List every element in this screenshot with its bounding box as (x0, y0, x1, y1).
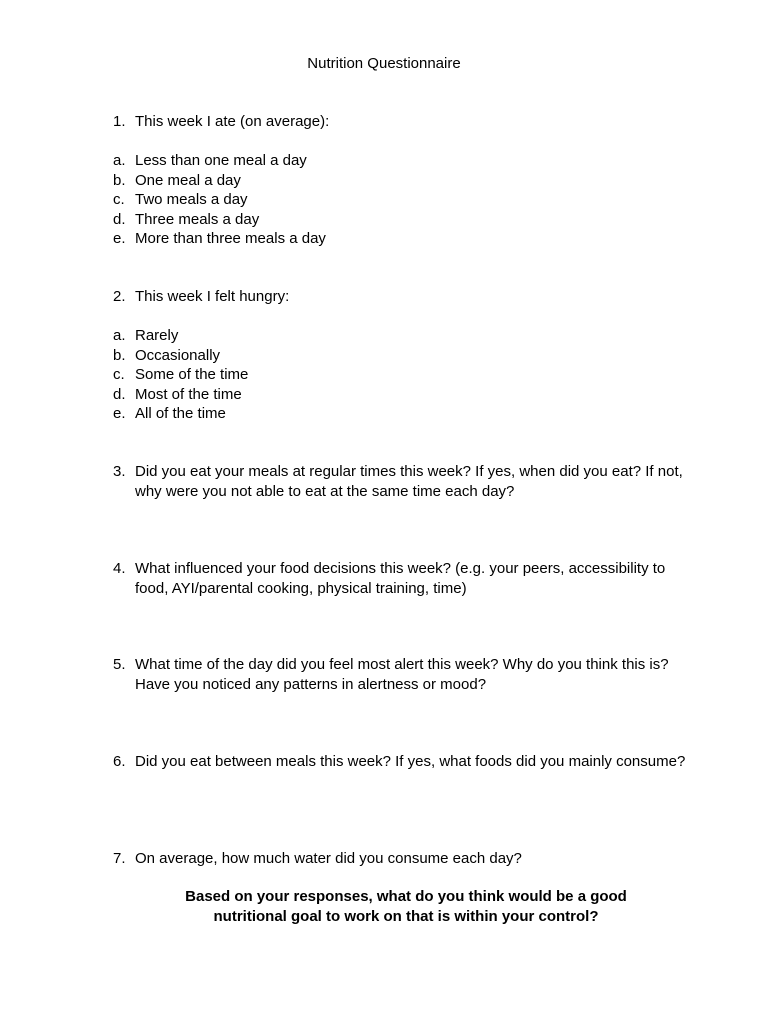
option-item (113, 404, 693, 424)
option-item (113, 210, 693, 230)
question-number: 3. (113, 463, 126, 480)
question-2-options (113, 326, 693, 424)
option-letter: e. (113, 405, 126, 422)
option-item (113, 229, 693, 249)
question-number: 4. (113, 560, 126, 577)
option-text: Less than one meal a day (135, 152, 307, 169)
question-7 (113, 849, 693, 869)
question-text: On average, how much water did you consume each day? (135, 850, 522, 867)
question-number: 2. (113, 288, 126, 305)
closing-prompt: Based on your responses, what do you think would be a good nutritional goal to work on that is within your control? (185, 888, 627, 925)
question-text: This week I felt hungry: (135, 288, 290, 305)
option-letter: c. (113, 366, 125, 383)
option-text: Occasionally (135, 346, 221, 364)
question-text: This week I ate (on average): (135, 113, 330, 130)
option-item (113, 346, 693, 366)
option-item (113, 326, 693, 346)
question-4 (113, 559, 693, 598)
option-letter: b. (113, 346, 126, 364)
option-item (113, 385, 693, 405)
option-text: More than three meals a day (135, 230, 326, 247)
question-number: 5. (113, 656, 126, 673)
question-text: What influenced your food decisions this week? (e.g. your peers, accessibility to food, AYI/parental cooking, physical training, time) (135, 560, 666, 597)
option-item (113, 171, 693, 191)
page-title: Nutrition Questionnaire (307, 55, 461, 72)
question-text: Did you eat between meals this week? If yes, what foods did you mainly consume? (135, 753, 686, 770)
option-letter: d. (113, 210, 126, 228)
question-6 (113, 752, 693, 772)
question-text: What time of the day did you feel most alert this week? Why do you think this is? Have you noticed any patterns in alertness or mood? (135, 656, 669, 693)
question-number: 7. (113, 850, 126, 867)
option-item (113, 151, 693, 171)
option-letter: b. (113, 171, 126, 189)
question-2 (113, 287, 693, 307)
option-letter: d. (113, 385, 126, 403)
option-letter: e. (113, 230, 126, 247)
question-1-options (113, 151, 693, 249)
option-letter: c. (113, 191, 125, 208)
question-5 (113, 655, 693, 694)
question-text: Did you eat your meals at regular times this week? If yes, when did you eat? If not, why were you not able to eat at the same time each day? (135, 463, 683, 500)
option-text: Three meals a day (135, 210, 260, 228)
option-text: Two meals a day (135, 191, 248, 208)
option-text: One meal a day (135, 171, 241, 189)
option-text: Some of the time (135, 366, 249, 383)
question-1 (113, 112, 693, 132)
option-text: Rarely (135, 327, 179, 344)
question-number: 1. (113, 113, 126, 130)
option-text: Most of the time (135, 385, 242, 403)
option-letter: a. (113, 327, 126, 344)
option-item (113, 190, 693, 210)
question-3 (113, 462, 693, 501)
option-text: All of the time (135, 405, 226, 422)
question-number: 6. (113, 753, 126, 770)
option-letter: a. (113, 152, 126, 169)
option-item (113, 365, 693, 385)
